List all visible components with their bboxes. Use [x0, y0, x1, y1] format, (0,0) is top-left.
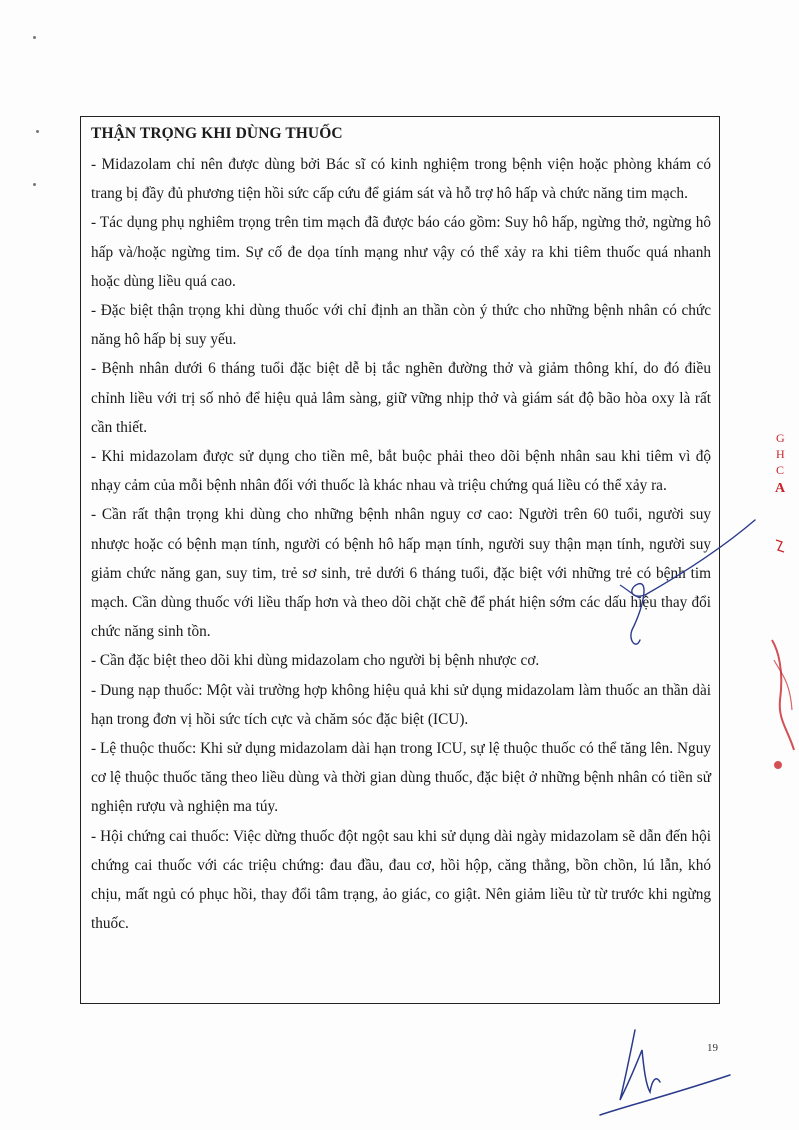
- paragraph: - Cần đặc biệt theo dõi khi dùng midazolam cho người bị bệnh nhược cơ.: [91, 652, 540, 670]
- paragraph: - Đặc biệt thận trọng khi dùng thuốc với chỉ định an thần còn ý thức cho những bệnh nhân có chức năng hô hấp bị suy yếu.: [91, 302, 711, 349]
- paragraph: - Lệ thuộc thuốc: Khi sử dụng midazolam dài hạn trong ICU, sự lệ thuộc thuốc có thể tăng lên. Nguy cơ lệ thuộc thuốc tăng theo liều dùng và thời gian dùng thuốc, đặc biệt ở những bệnh nhân có tiền sử nghiện rượu và nghiện ma túy.: [91, 740, 711, 816]
- paragraph: - Hội chứng cai thuốc: Việc dừng thuốc đột ngột sau khi sử dụng dài ngày midazolam sẽ dẫn đến hội chứng cai thuốc với các triệu chứng: đau đầu, đau cơ, hồi hộp, căng thẳng, bồn chồn, lú lẫn, khó chịu, mất ngủ có phục hồi, thay đổi tâm trạng, ảo giác, co giật. Nên giảm liều từ từ trước khi ngừng thuốc.: [91, 827, 711, 933]
- paragraph: - Cần rất thận trọng khi dùng cho những bệnh nhân nguy cơ cao: Người trên 60 tuổi, người suy nhược hoặc có bệnh mạn tính, người có bệnh hô hấp mạn tính, người suy thận mạn tính, người suy giảm chức năng gan, suy tim, trẻ sơ sinh, trẻ dưới 6 tháng tuổi, đặc biệt với những trẻ có bệnh tim mạch. Cần dùng thuốc với liều thấp hơn và theo dõi chặt chẽ để phát hiện sớm các dấu hiệu thay đổi chức năng sinh tồn.: [91, 506, 711, 641]
- paragraph: - Khi midazolam được sử dụng cho tiền mê, bắt buộc phải theo dõi bệnh nhân sau khi tiêm vì độ nhạy cảm của mỗi bệnh nhân đối với thuốc là khác nhau và triệu chứng quá liều có thể xảy ra.: [91, 448, 711, 495]
- paragraph: - Bệnh nhân dưới 6 tháng tuổi đặc biệt dễ bị tắc nghẽn đường thở và giảm thông khí, do đó điều chỉnh liều với trị số nhỏ để hiệu quả lâm sàng, giữ vững nhịp thở và giám sát độ bão hòa oxy là rất cần thiết.: [91, 360, 711, 436]
- paragraph: - Tác dụng phụ nghiêm trọng trên tim mạch đã được báo cáo gồm: Suy hô hấp, ngừng thở, ngừng hô hấp và/hoặc ngừng tim. Sự cố đe dọa tính mạng như vậy có thể xảy ra khi tiêm thuốc quá nhanh hoặc dùng liều quá cao.: [91, 214, 711, 290]
- paragraph: - Dung nạp thuốc: Một vài trường hợp không hiệu quả khi sử dụng midazolam làm thuốc an thần dài hạn trong đơn vị hồi sức tích cực và chăm sóc đặc biệt (ICU).: [91, 681, 711, 728]
- paragraph: - Midazolam chỉ nên được dùng bởi Bác sĩ có kinh nghiệm trong bệnh viện hoặc phòng khám có trang bị đầy đủ phương tiện hồi sức cấp cứu để giám sát và hỗ trợ hô hấp và chức năng tim mạch.: [91, 156, 711, 203]
- page-number: 19: [707, 1042, 718, 1054]
- scan-speck: [36, 130, 39, 133]
- precautions-section: [80, 116, 720, 1004]
- svg-text:G: G: [776, 431, 785, 445]
- scan-speck: [33, 36, 36, 39]
- scan-speck: [33, 183, 36, 186]
- svg-text:A: A: [775, 481, 786, 496]
- signature-icon: [590, 1020, 740, 1120]
- svg-text:H: H: [776, 447, 785, 461]
- svg-text:C: C: [776, 463, 785, 477]
- section-heading: THẬN TRỌNG KHI DÙNG THUỐC: [91, 125, 343, 142]
- red-stamp-fragment: [770, 410, 799, 830]
